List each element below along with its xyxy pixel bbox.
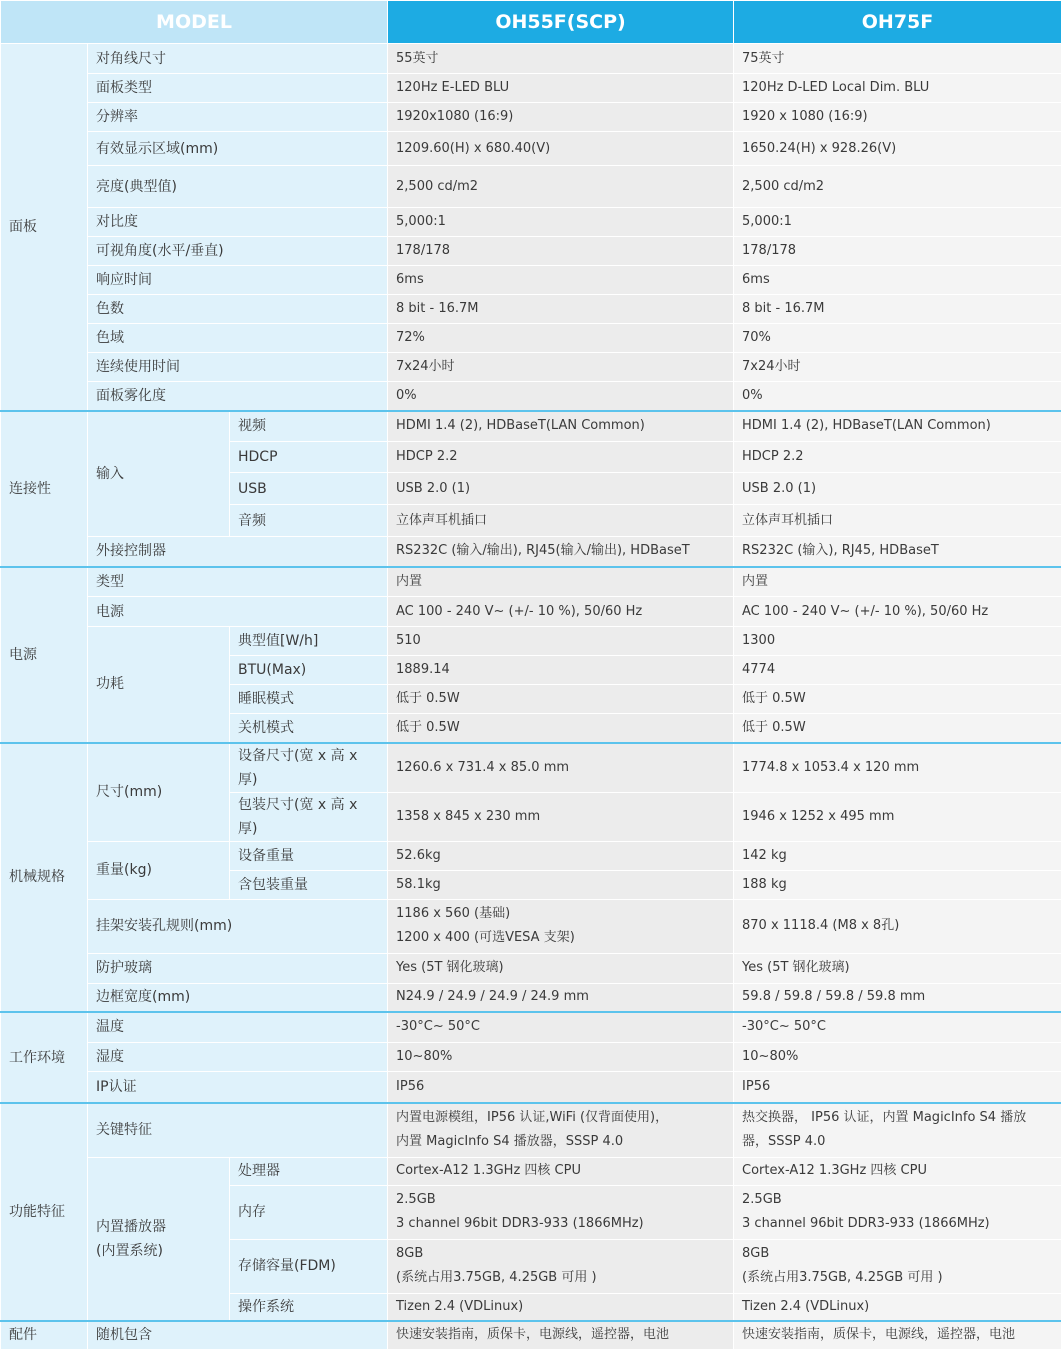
table-row (1, 1157, 1061, 1185)
table-row (1, 382, 1061, 411)
table-row (1, 324, 1061, 353)
value-line: 8GB (396, 1242, 725, 1266)
value-b (734, 1239, 1061, 1293)
row-label: 内存 (230, 1185, 388, 1239)
table-row (1, 1012, 1061, 1042)
row-label: 边框宽度(mm) (88, 983, 388, 1012)
table-row (1, 597, 1061, 627)
value-a: 快速安装指南，质保卡，电源线，遥控器，电池 (388, 1321, 734, 1349)
group-player-line: 内置播放器 (96, 1215, 221, 1239)
value-line: 器，SSSP 4.0 (742, 1130, 1053, 1154)
table-row (1, 237, 1061, 266)
table-row (1, 44, 1061, 74)
value-b: 59.8 / 59.8 / 59.8 / 59.8 mm (734, 983, 1061, 1012)
value-a: 10~80% (388, 1042, 734, 1071)
table-row (1, 353, 1061, 382)
value-a: AC 100 - 240 V~ (+/- 10 %), 50/60 Hz (388, 597, 734, 627)
value-b: 5,000:1 (734, 208, 1061, 237)
value-a: 1889.14 (388, 656, 734, 685)
value-a: N24.9 / 24.9 / 24.9 / 24.9 mm (388, 983, 734, 1012)
value-a: 低于 0.5W (388, 714, 734, 743)
row-label: 面板类型 (88, 74, 388, 103)
row-label: 外接控制器 (88, 537, 388, 567)
value-b: 4774 (734, 656, 1061, 685)
value-b: AC 100 - 240 V~ (+/- 10 %), 50/60 Hz (734, 597, 1061, 627)
value-line: 2.5GB (742, 1188, 1053, 1212)
value-line: 热交换器， IP56 认证，内置 MagicInfo S4 播放 (742, 1106, 1053, 1130)
value-line: 8GB (742, 1242, 1053, 1266)
row-label: 湿度 (88, 1042, 388, 1071)
value-a: 72% (388, 324, 734, 353)
group-input: 输入 (88, 411, 230, 537)
table-row (1, 103, 1061, 132)
value-a: 2,500 cd/m2 (388, 166, 734, 208)
table-row (1, 132, 1061, 166)
table-row (1, 166, 1061, 208)
value-b: HDCP 2.2 (734, 442, 1061, 473)
value-b: IP56 (734, 1071, 1061, 1103)
value-a: 1260.6 x 731.4 x 85.0 mm (388, 743, 734, 793)
value-b: 6ms (734, 266, 1061, 295)
table-row (1, 841, 1061, 870)
value-b: USB 2.0 (1) (734, 473, 1061, 505)
row-label: 睡眠模式 (230, 685, 388, 714)
row-label: IP认证 (88, 1071, 388, 1103)
row-label: 面板雾化度 (88, 382, 388, 411)
value-b: 立体声耳机插口 (734, 505, 1061, 537)
value-a (388, 1239, 734, 1293)
value-b: 188 kg (734, 870, 1061, 899)
row-label: 亮度(典型值) (88, 166, 388, 208)
table-row (1, 295, 1061, 324)
table-row (1, 208, 1061, 237)
category-power: 电源 (1, 567, 88, 743)
value-b: 内置 (734, 567, 1061, 597)
value-b: 8 bit - 16.7M (734, 295, 1061, 324)
value-a: 55英寸 (388, 44, 734, 74)
value-a: 1920x1080 (16:9) (388, 103, 734, 132)
row-label: 对角线尺寸 (88, 44, 388, 74)
row-label: 设备尺寸(宽 x 高 x 厚) (230, 743, 388, 793)
value-a: 6ms (388, 266, 734, 295)
group-weight: 重量(kg) (88, 841, 230, 899)
category-accessories: 配件 (1, 1321, 88, 1349)
category-panel: 面板 (1, 44, 88, 411)
row-label: 挂架安装孔规则(mm) (88, 899, 388, 953)
value-b: 178/178 (734, 237, 1061, 266)
row-label: 色域 (88, 324, 388, 353)
table-row (1, 953, 1061, 983)
value-b: 870 x 1118.4 (M8 x 8孔) (734, 899, 1061, 953)
row-label: 有效显示区域(mm) (88, 132, 388, 166)
table-row (1, 1071, 1061, 1103)
table-row (1, 411, 1061, 442)
value-line: (系统占用3.75GB, 4.25GB 可用 ) (396, 1266, 725, 1290)
value-b: 1920 x 1080 (16:9) (734, 103, 1061, 132)
category-features: 功能特征 (1, 1103, 88, 1321)
value-b: -30°C~ 50°C (734, 1012, 1061, 1042)
value-a: -30°C~ 50°C (388, 1012, 734, 1042)
row-label: 操作系统 (230, 1293, 388, 1321)
table-row (1, 74, 1061, 103)
value-b: 0% (734, 382, 1061, 411)
value-b: 142 kg (734, 841, 1061, 870)
value-b: 7x24小时 (734, 353, 1061, 382)
value-line: 2.5GB (396, 1188, 725, 1212)
row-label: 视频 (230, 411, 388, 442)
table-row (1, 899, 1061, 953)
value-a (388, 899, 734, 953)
value-a: 7x24小时 (388, 353, 734, 382)
value-b: Tizen 2.4 (VDLinux) (734, 1293, 1061, 1321)
group-consumption: 功耗 (88, 627, 230, 743)
row-label: 关机模式 (230, 714, 388, 743)
value-a: 58.1kg (388, 870, 734, 899)
value-b: 120Hz D-LED Local Dim. BLU (734, 74, 1061, 103)
value-a: USB 2.0 (1) (388, 473, 734, 505)
value-a: RS232C (输入/输出), RJ45(输入/输出), HDBaseT (388, 537, 734, 567)
row-label: 电源 (88, 597, 388, 627)
value-line: 内置 MagicInfo S4 播放器，SSSP 4.0 (396, 1130, 725, 1154)
value-a (388, 1103, 734, 1157)
value-a: 8 bit - 16.7M (388, 295, 734, 324)
row-label: 响应时间 (88, 266, 388, 295)
row-label: 可视角度(水平/垂直) (88, 237, 388, 266)
value-line: 3 channel 96bit DDR3-933 (1866MHz) (742, 1212, 1053, 1236)
value-a: 510 (388, 627, 734, 656)
value-b: 1300 (734, 627, 1061, 656)
value-b: 70% (734, 324, 1061, 353)
row-label: 防护玻璃 (88, 953, 388, 983)
row-label: HDCP (230, 442, 388, 473)
value-a: Yes (5T 钢化玻璃) (388, 953, 734, 983)
product-b-header: OH75F (734, 1, 1061, 44)
value-b: 75英寸 (734, 44, 1061, 74)
value-b: 低于 0.5W (734, 685, 1061, 714)
value-a: Cortex-A12 1.3GHz 四核 CPU (388, 1157, 734, 1185)
row-label: 对比度 (88, 208, 388, 237)
value-line: (系统占用3.75GB, 4.25GB 可用 ) (742, 1266, 1053, 1290)
value-a: IP56 (388, 1071, 734, 1103)
value-a: 1209.60(H) x 680.40(V) (388, 132, 734, 166)
value-b: Cortex-A12 1.3GHz 四核 CPU (734, 1157, 1061, 1185)
value-a (388, 1185, 734, 1239)
row-label: 含包装重量 (230, 870, 388, 899)
group-player (88, 1157, 230, 1321)
value-a: HDMI 1.4 (2), HDBaseT(LAN Common) (388, 411, 734, 442)
table-row (1, 627, 1061, 656)
value-a: Tizen 2.4 (VDLinux) (388, 1293, 734, 1321)
table-row (1, 1321, 1061, 1349)
row-label: 典型值[W/h] (230, 627, 388, 656)
value-b: RS232C (输入), RJ45, HDBaseT (734, 537, 1061, 567)
value-b: 1946 x 1252 x 495 mm (734, 792, 1061, 841)
value-a: 5,000:1 (388, 208, 734, 237)
row-label: 音频 (230, 505, 388, 537)
table-row (1, 743, 1061, 793)
category-connectivity: 连接性 (1, 411, 88, 567)
table-row (1, 1042, 1061, 1071)
group-player-line: (内置系统) (96, 1239, 221, 1263)
value-b: 10~80% (734, 1042, 1061, 1071)
value-line: 3 channel 96bit DDR3-933 (1866MHz) (396, 1212, 725, 1236)
header-row (1, 1, 1061, 44)
value-line: 1186 x 560 (基础) (396, 902, 725, 926)
value-b: Yes (5T 钢化玻璃) (734, 953, 1061, 983)
value-b: HDMI 1.4 (2), HDBaseT(LAN Common) (734, 411, 1061, 442)
category-environment: 工作环境 (1, 1012, 88, 1103)
value-a: 低于 0.5W (388, 685, 734, 714)
value-line: 1200 x 400 (可选VESA 支架) (396, 926, 725, 950)
row-label: BTU(Max) (230, 656, 388, 685)
row-label: 色数 (88, 295, 388, 324)
row-label: 类型 (88, 567, 388, 597)
product-a-header: OH55F(SCP) (388, 1, 734, 44)
value-a: 立体声耳机插口 (388, 505, 734, 537)
category-mechanical: 机械规格 (1, 743, 88, 1013)
value-a: 1358 x 845 x 230 mm (388, 792, 734, 841)
row-label: 存储容量(FDM) (230, 1239, 388, 1293)
value-a: HDCP 2.2 (388, 442, 734, 473)
table-row (1, 537, 1061, 567)
row-label: 连续使用时间 (88, 353, 388, 382)
row-label: 关键特征 (88, 1103, 388, 1157)
table-row (1, 983, 1061, 1012)
value-a: 52.6kg (388, 841, 734, 870)
value-a: 178/178 (388, 237, 734, 266)
value-b: 低于 0.5W (734, 714, 1061, 743)
table-row (1, 1103, 1061, 1157)
group-size: 尺寸(mm) (88, 743, 230, 842)
row-label: 分辨率 (88, 103, 388, 132)
value-b: 2,500 cd/m2 (734, 166, 1061, 208)
value-b: 快速安装指南，质保卡，电源线，遥控器，电池 (734, 1321, 1061, 1349)
row-label: 随机包含 (88, 1321, 388, 1349)
value-b (734, 1103, 1061, 1157)
row-label: 设备重量 (230, 841, 388, 870)
value-a: 0% (388, 382, 734, 411)
row-label: 处理器 (230, 1157, 388, 1185)
row-label: USB (230, 473, 388, 505)
value-b: 1774.8 x 1053.4 x 120 mm (734, 743, 1061, 793)
row-label: 包装尺寸(宽 x 高 x 厚) (230, 792, 388, 841)
model-header: MODEL (1, 1, 388, 44)
value-a: 内置 (388, 567, 734, 597)
table-row (1, 266, 1061, 295)
value-line: 内置电源模组，IP56 认证,WiFi (仅背面使用)， (396, 1106, 725, 1130)
row-label: 温度 (88, 1012, 388, 1042)
table-row (1, 567, 1061, 597)
value-a: 120Hz E-LED BLU (388, 74, 734, 103)
value-b (734, 1185, 1061, 1239)
value-b: 1650.24(H) x 928.26(V) (734, 132, 1061, 166)
